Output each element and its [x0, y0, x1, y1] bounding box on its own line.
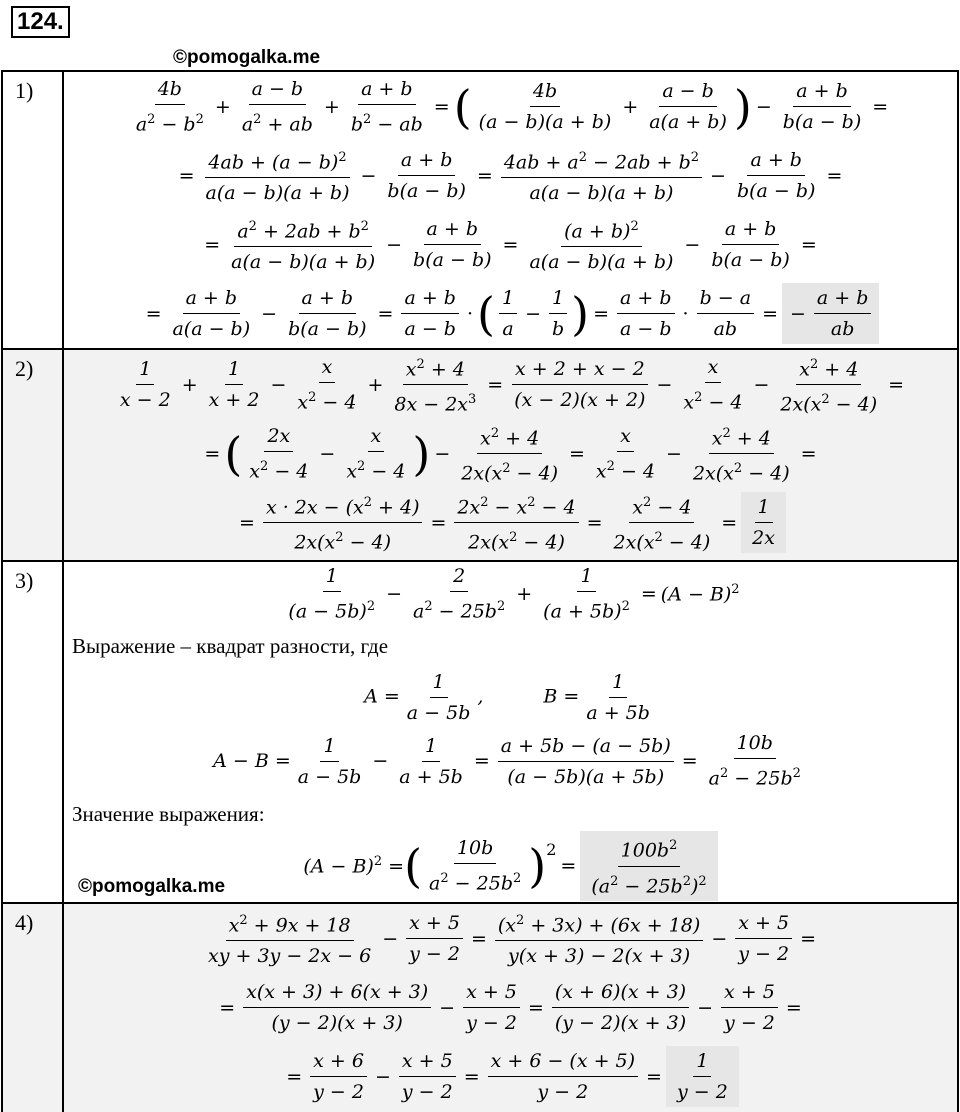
answer-box: $\frac{1}{2x}$	[741, 492, 786, 553]
item-row-2	[2, 349, 958, 561]
answer-box: $\frac{100b^2}{(a^2 - 25b^2)^2}$	[580, 831, 717, 901]
math-line: A − B = $\frac{1}{a - 5b}$ − $\frac{1}{a + 5b}$ = $\frac{a + 5b - (a - 5b)}{(a - 5b)(a + 5b)}$ = $\frac{10b}{a^2 - 25b^2}$	[213, 732, 801, 790]
item-row-1	[2, 71, 958, 349]
item-row-3	[2, 561, 958, 903]
math-line: $(A - B)^2$ = ( $\frac{10b}{a^2 - 25b^2}$ ) $^2$ = $\frac{100b^2}{(a^2 - 25b^2)^2}$	[64, 834, 957, 898]
item-number: 1)	[2, 71, 63, 349]
answer-box: − $\frac{a + b}{ab}$	[782, 283, 879, 344]
math-line: $\frac{1}{(a - 5b)^2}$ − $\frac{2}{a^2 - 25b^2}$ + $\frac{1}{(a + 5b)^2}$ = $(A - B)^2$	[288, 565, 740, 623]
math-line: = $\frac{a^2 + 2ab + b^2}{a(a - b)(a + b)}$ − $\frac{a + b}{b(a - b)}$ = $\frac{(a + b)^2}{a(a - b)(a + b)}$ − $\frac{a + b}{b(a - b)}$ =	[64, 210, 957, 279]
item-work	[63, 349, 958, 561]
math-line: $\frac{x^2 + 9x + 18}{xy + 3y - 2x - 6}$ − $\frac{x + 5}{y - 2}$ = $\frac{(x^2 + 3x) + (6x + 18)}{y(x + 3) - 2(x + 3)}$ − $\frac{x + 5}{y - 2}$ =	[64, 904, 957, 973]
answer-box: $\frac{1}{y - 2}$	[666, 1046, 739, 1107]
explanation-text: Значение выражения:	[72, 801, 265, 826]
math-line: $\frac{4b}{a^2 - b^2}$ + $\frac{a - b}{a^2 + ab}$ + $\frac{a + b}{b^2 - ab}$ = ( $\frac{4b}{(a - b)(a + b)}$ + $\frac{a - b}{a(a + b)}$ ) − $\frac{a + b}{b(a - b)}$ =	[135, 77, 889, 136]
watermark: ©pomogalka.me	[78, 876, 226, 897]
solution-table	[1, 70, 959, 1112]
item-number: 2)	[2, 349, 63, 561]
explanation-text: Выражение – квадрат разности, где	[72, 633, 389, 658]
item-work	[63, 71, 958, 349]
math-line: A = $\frac{1}{a - 5b}$ , B = $\frac{1}{a + 5b}$	[364, 670, 650, 724]
item-row-4	[2, 903, 958, 1112]
math-line: = $\frac{x + 6}{y - 2}$ − $\frac{x + 5}{y - 2}$ = $\frac{x + 6 - (x + 5)}{y - 2}$ = $\frac{1}{y - 2}$	[64, 1042, 957, 1111]
item-work	[63, 561, 958, 903]
math-line: = $\frac{4ab + (a - b)^2}{a(a - b)(a + b)}$ − $\frac{a + b}{b(a - b)}$ = $\frac{4ab + a^2 - 2ab + b^2}{a(a - b)(a + b)}$ − $\frac{a + b}{b(a - b)}$ =	[64, 141, 957, 210]
math-line: $\frac{1}{x - 2}$ + $\frac{1}{x + 2}$ − $\frac{x}{x^2 - 4}$ + $\frac{x^2 + 4}{8x - 2x^3}$ = $\frac{x + 2 + x - 2}{(x - 2)(x + 2)}$ − $\frac{x}{x^2 - 4}$ − $\frac{x^2 + 4}{2x(x^2 - 4)}$ =	[64, 350, 957, 419]
math-line: = $\frac{x(x + 3) + 6(x + 3)}{(y - 2)(x + 3)}$ − $\frac{x + 5}{y - 2}$ = $\frac{(x + 6)(x + 3)}{(y - 2)(x + 3)}$ − $\frac{x + 5}{y - 2}$ =	[219, 981, 802, 1034]
math-line: = $\frac{x \cdot 2x - (x^2 + 4)}{2x(x^2 - 4)}$ = $\frac{2x^2 - x^2 - 4}{2x(x^2 - 4)}$ = $\frac{x^2 - 4}{2x(x^2 - 4)}$ = $\frac{1}{2x}$	[64, 488, 957, 557]
math-line: = $\frac{a + b}{a(a - b)}$ − $\frac{a + b}{b(a - b)}$ = $\frac{a + b}{a - b}$ · ( $\frac{1}{a}$ − $\frac{1}{b}$ ) = $\frac{a + b}{a - b}$ · $\frac{b - a}{ab}$ = − $\frac{a + b}{ab}$	[64, 279, 957, 348]
watermark: ©pomogalka.me	[173, 47, 321, 68]
math-line: = ( $\frac{2x}{x^2 - 4}$ − $\frac{x}{x^2 - 4}$ ) − $\frac{x^2 + 4}{2x(x^2 - 4)}$ = $\frac{x}{x^2 - 4}$ − $\frac{x^2 + 4}{2x(x^2 - 4)}$ =	[64, 419, 957, 488]
item-number: 4)	[2, 903, 63, 1112]
problem-number: 124.	[11, 6, 70, 38]
item-number: 3)	[2, 561, 63, 903]
item-work	[63, 903, 958, 1112]
